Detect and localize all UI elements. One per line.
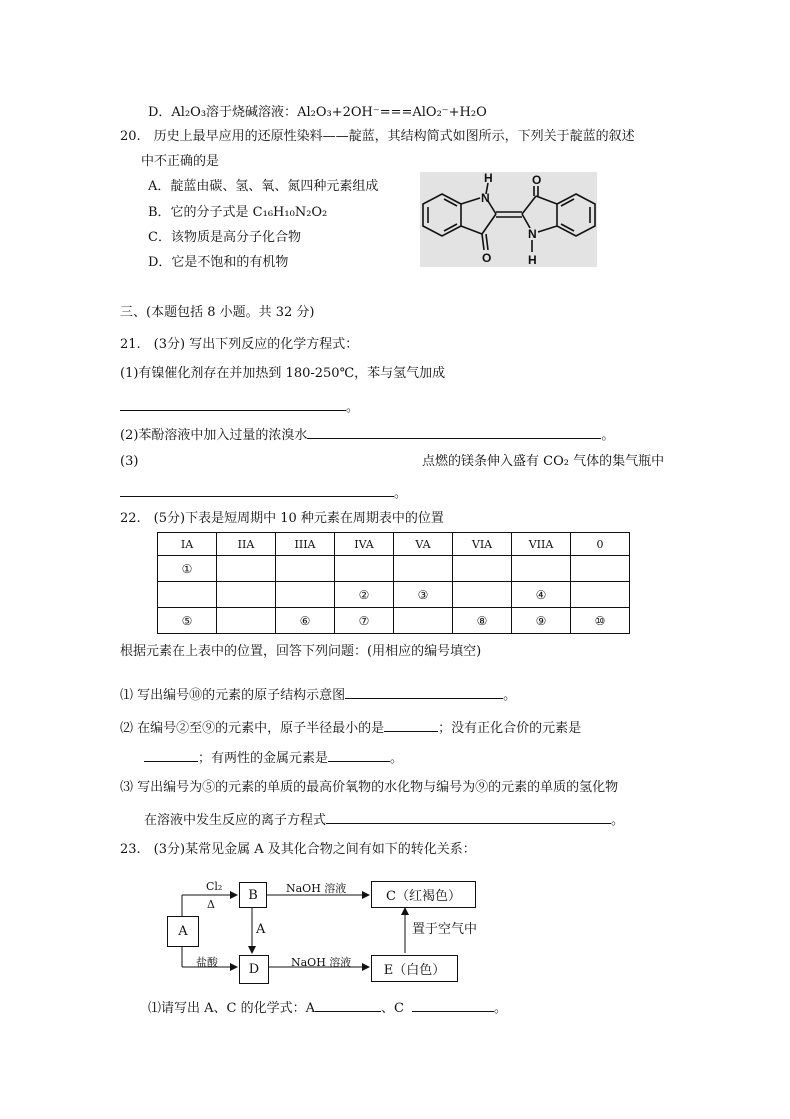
- table-header-cell: IIIA: [276, 533, 335, 556]
- atom-n-top: N: [481, 191, 490, 205]
- table-cell: ⑨: [512, 608, 571, 634]
- q22-sub3-text: 在溶液中发生反应的离子方程式: [144, 813, 327, 828]
- q20-stem-line2: 中不正确的是: [141, 154, 220, 169]
- section3-title: 三、(本题包括 8 小题。共 32 分): [120, 305, 315, 320]
- q22-sub2-text-b: ；没有正化合价的元素是: [438, 721, 582, 736]
- period: 。: [390, 751, 404, 766]
- q23-sub1-text-b: 、C: [381, 1001, 404, 1016]
- table-cell: ⑦: [335, 608, 394, 634]
- period: 。: [601, 428, 615, 443]
- q19d-equation: Al₂O₃+2OH⁻===AlO₂⁻+H₂O: [297, 105, 487, 120]
- answer-blank[interactable]: [315, 997, 381, 1012]
- q19d-label: D．Al₂O₃溶于烧碱溶液：: [148, 105, 298, 120]
- q21-part3-number: (3): [120, 454, 139, 469]
- edge-label-cl2: Cl₂: [206, 880, 223, 893]
- edge-label-b-d: A: [256, 922, 266, 937]
- q22-sub1-text: ⑴ 写出编号⑩的元素的原子结构示意图: [120, 688, 346, 703]
- atom-h-bottom: H: [528, 253, 537, 267]
- q20-option-c: C．该物质是高分子化合物: [148, 230, 301, 245]
- q20-option-a: A．靛蓝由碳、氢、氧、氮四种元素组成: [148, 179, 379, 194]
- node-c: C（红褐色）: [371, 881, 476, 908]
- q20-option-b: B．它的分子式是 C₁₆H₁₀N₂O₂: [148, 205, 328, 220]
- table-cell: ③: [394, 582, 453, 608]
- table-header-cell: IVA: [335, 533, 394, 556]
- q22-intro: 根据元素在上表中的位置，回答下列问题：(用相应的编号填空): [120, 644, 482, 659]
- atom-h-top: H: [484, 172, 493, 185]
- table-cell: ⑤: [158, 608, 217, 634]
- atom-o-top: O: [532, 173, 542, 187]
- node-e: E（白色）: [371, 955, 458, 982]
- table-cell: ④: [512, 582, 571, 608]
- edge-label-b-c: NaOH 溶液: [286, 882, 347, 895]
- edge-label-delta: Δ: [207, 898, 215, 911]
- table-header-cell: VIA: [453, 533, 512, 556]
- table-cell: ⑥: [276, 608, 335, 634]
- table-cell: ⑩: [571, 608, 630, 634]
- table-cell: ⑧: [453, 608, 512, 634]
- atom-o-bottom: O: [482, 251, 492, 265]
- edge-label-e-c: 置于空气中: [412, 922, 478, 937]
- table-header-cell: IA: [158, 533, 217, 556]
- q20-stem-line1: 20. 历史上最早应用的还原性染料——靛蓝，其结构简式如图所示，下列关于靛蓝的叙述: [120, 129, 635, 144]
- table-header-cell: VIIA: [512, 533, 571, 556]
- period: 。: [394, 486, 408, 501]
- table-header-cell: IIA: [217, 533, 276, 556]
- q21-stem: 21. (3分) 写出下列反应的化学方程式：: [120, 337, 359, 352]
- table-header-cell: 0: [571, 533, 630, 556]
- node-b: B: [239, 882, 267, 908]
- atom-n-bottom: N: [528, 227, 537, 241]
- q23-stem: 23. (3分)某常见金属 A 及其化合物之间有如下的转化关系：: [120, 842, 476, 857]
- table-cell: ①: [158, 556, 217, 582]
- period: 。: [346, 400, 360, 415]
- table-header-cell: VA: [394, 533, 453, 556]
- q22-sub3-line1: ⑶ 写出编号为⑤的元素的单质的最高价氧物的水化物与编号为⑨的元素的单质的氢化物: [120, 780, 619, 795]
- q20-option-d: D．它是不饱和的有机物: [148, 255, 289, 270]
- table-cell: ②: [335, 582, 394, 608]
- node-d: D: [239, 955, 269, 984]
- q22-stem: 22. (5分)下表是短周期中 10 种元素在周期表中的位置: [120, 511, 444, 526]
- edge-label-d-e: NaOH 溶液: [291, 956, 352, 969]
- q21-part1: (1)有镍催化剂存在并加热到 180-250℃，苯与氢气加成: [120, 366, 446, 381]
- q21-part2-text: (2)苯酚溶液中加入过量的浓溴水: [120, 428, 308, 443]
- answer-blank[interactable]: [412, 997, 494, 1012]
- q23-sub1-text-a: ⑴请写出 A、C 的化学式：A: [148, 1001, 315, 1016]
- edge-label-a-d: 盐酸: [196, 956, 218, 969]
- q23-sub1: [148, 997, 507, 1018]
- node-a: A: [167, 916, 199, 947]
- period: 。: [503, 688, 517, 703]
- q22-sub2-text-c: ；有两性的金属元素是: [198, 751, 329, 766]
- period: 。: [493, 1001, 507, 1016]
- period: 。: [611, 813, 625, 828]
- q21-part3-text: 点燃的镁条伸入盛有 CO₂ 气体的集气瓶中: [422, 454, 665, 469]
- q22-sub2-text-a: ⑵ 在编号②至⑨的元素中，原子半径最小的是: [120, 721, 385, 736]
